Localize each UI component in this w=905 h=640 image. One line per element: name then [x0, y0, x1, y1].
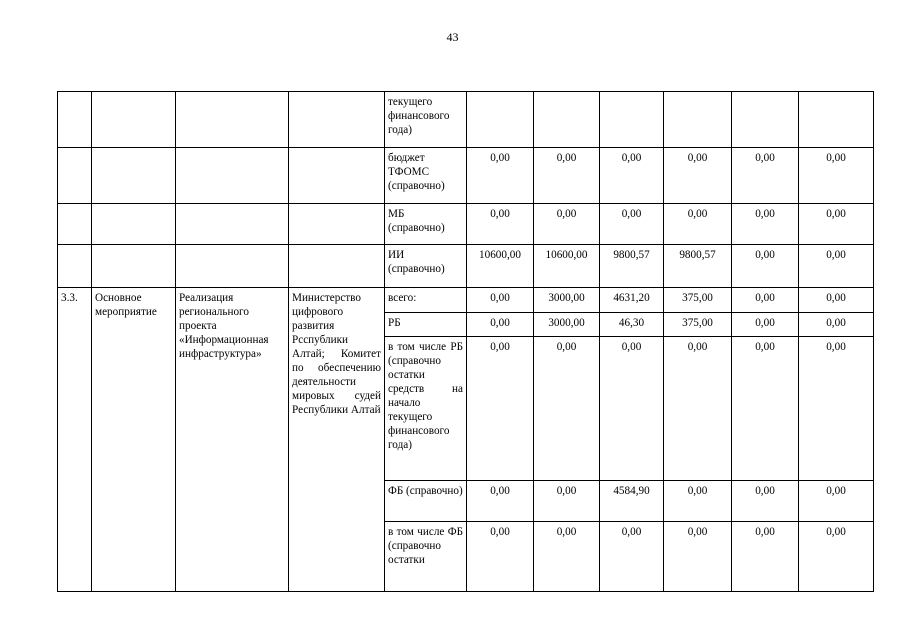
cell-source: МБ (справочно): [385, 204, 467, 245]
cell-value: 0,00: [467, 313, 534, 337]
cell-value: 0,00: [799, 522, 874, 592]
cell-value: 0,00: [732, 313, 799, 337]
cell-value: 0,00: [799, 245, 874, 288]
cell-value: 0,00: [600, 522, 664, 592]
table-row: [58, 148, 874, 204]
cell-value: 0,00: [799, 313, 874, 337]
cell-value: 0,00: [534, 522, 600, 592]
cell-value: 3000,00: [534, 313, 600, 337]
cell-value: 0,00: [799, 148, 874, 204]
cell-value: 0,00: [799, 481, 874, 522]
cell-value: 9800,57: [664, 245, 732, 288]
cell-value: 0,00: [467, 288, 534, 313]
cell-value: 0,00: [534, 204, 600, 245]
measure-index: 3.3.: [58, 288, 92, 592]
cell-value: 0,00: [799, 337, 874, 481]
cell-value: 0,00: [664, 337, 732, 481]
funding-table: [57, 91, 874, 592]
cell-value: 0,00: [600, 204, 664, 245]
cell-source: текущего финансового года): [385, 92, 467, 148]
cell-source: ФБ (справочно): [385, 481, 467, 522]
cell-value: 0,00: [799, 288, 874, 313]
table-row: [58, 288, 874, 313]
cell-value: 0,00: [664, 148, 732, 204]
cell-value: 4631,20: [600, 288, 664, 313]
cell-source: в том числе РБ (справочно остатки средств на начало текущего финансового года): [385, 337, 467, 481]
cell-source: РБ: [385, 313, 467, 337]
cell-value: 10600,00: [467, 245, 534, 288]
cell-value: 46,30: [600, 313, 664, 337]
cell-value: 0,00: [534, 337, 600, 481]
cell-source: всего:: [385, 288, 467, 313]
measure-executor: Министерство цифрового развития Рсспублики Алтай; Комитет по обеспечению деятельности мировых судей Республики Алтай: [289, 288, 385, 592]
cell-value: 0,00: [732, 288, 799, 313]
cell-value: 0,00: [732, 245, 799, 288]
table-row: [58, 92, 874, 148]
cell-value: [664, 92, 732, 148]
cell-value: 0,00: [732, 204, 799, 245]
cell-value: 0,00: [467, 148, 534, 204]
cell-source: в том числе ФБ (справочно остатки: [385, 522, 467, 592]
cell-value: 0,00: [467, 337, 534, 481]
table-row: [58, 245, 874, 288]
cell-value: 0,00: [664, 204, 732, 245]
table-row: [58, 204, 874, 245]
cell-value: [600, 92, 664, 148]
cell-value: 0,00: [664, 481, 732, 522]
cell-source: бюджет ТФОМС (справочно): [385, 148, 467, 204]
cell-value: 0,00: [467, 522, 534, 592]
measure-type: Основное мероприятие: [92, 288, 176, 592]
cell-value: 375,00: [664, 288, 732, 313]
cell-value: 0,00: [799, 204, 874, 245]
cell-value: 4584,90: [600, 481, 664, 522]
cell-value: 9800,57: [600, 245, 664, 288]
cell-value: 0,00: [467, 481, 534, 522]
page-number: 43: [446, 30, 459, 44]
cell-type-empty: [92, 92, 176, 148]
cell-value: 0,00: [534, 148, 600, 204]
cell-executor-empty: [289, 92, 385, 148]
cell-value: 0,00: [467, 204, 534, 245]
cell-value: [732, 92, 799, 148]
cell-value: [467, 92, 534, 148]
cell-value: 0,00: [732, 481, 799, 522]
cell-value: [799, 92, 874, 148]
cell-index-empty: [58, 92, 92, 148]
cell-value: 0,00: [732, 148, 799, 204]
cell-value: 0,00: [600, 148, 664, 204]
cell-value: 0,00: [664, 522, 732, 592]
cell-value: 0,00: [600, 337, 664, 481]
cell-source: ИИ (справочно): [385, 245, 467, 288]
cell-value: 0,00: [732, 337, 799, 481]
cell-value: 0,00: [534, 481, 600, 522]
cell-value: 10600,00: [534, 245, 600, 288]
measure-name: Реализация регионального проекта «Информационная инфраструктура»: [176, 288, 289, 592]
cell-value: 3000,00: [534, 288, 600, 313]
cell-value: 375,00: [664, 313, 732, 337]
cell-value: [534, 92, 600, 148]
cell-value: 0,00: [732, 522, 799, 592]
cell-name-empty: [176, 92, 289, 148]
